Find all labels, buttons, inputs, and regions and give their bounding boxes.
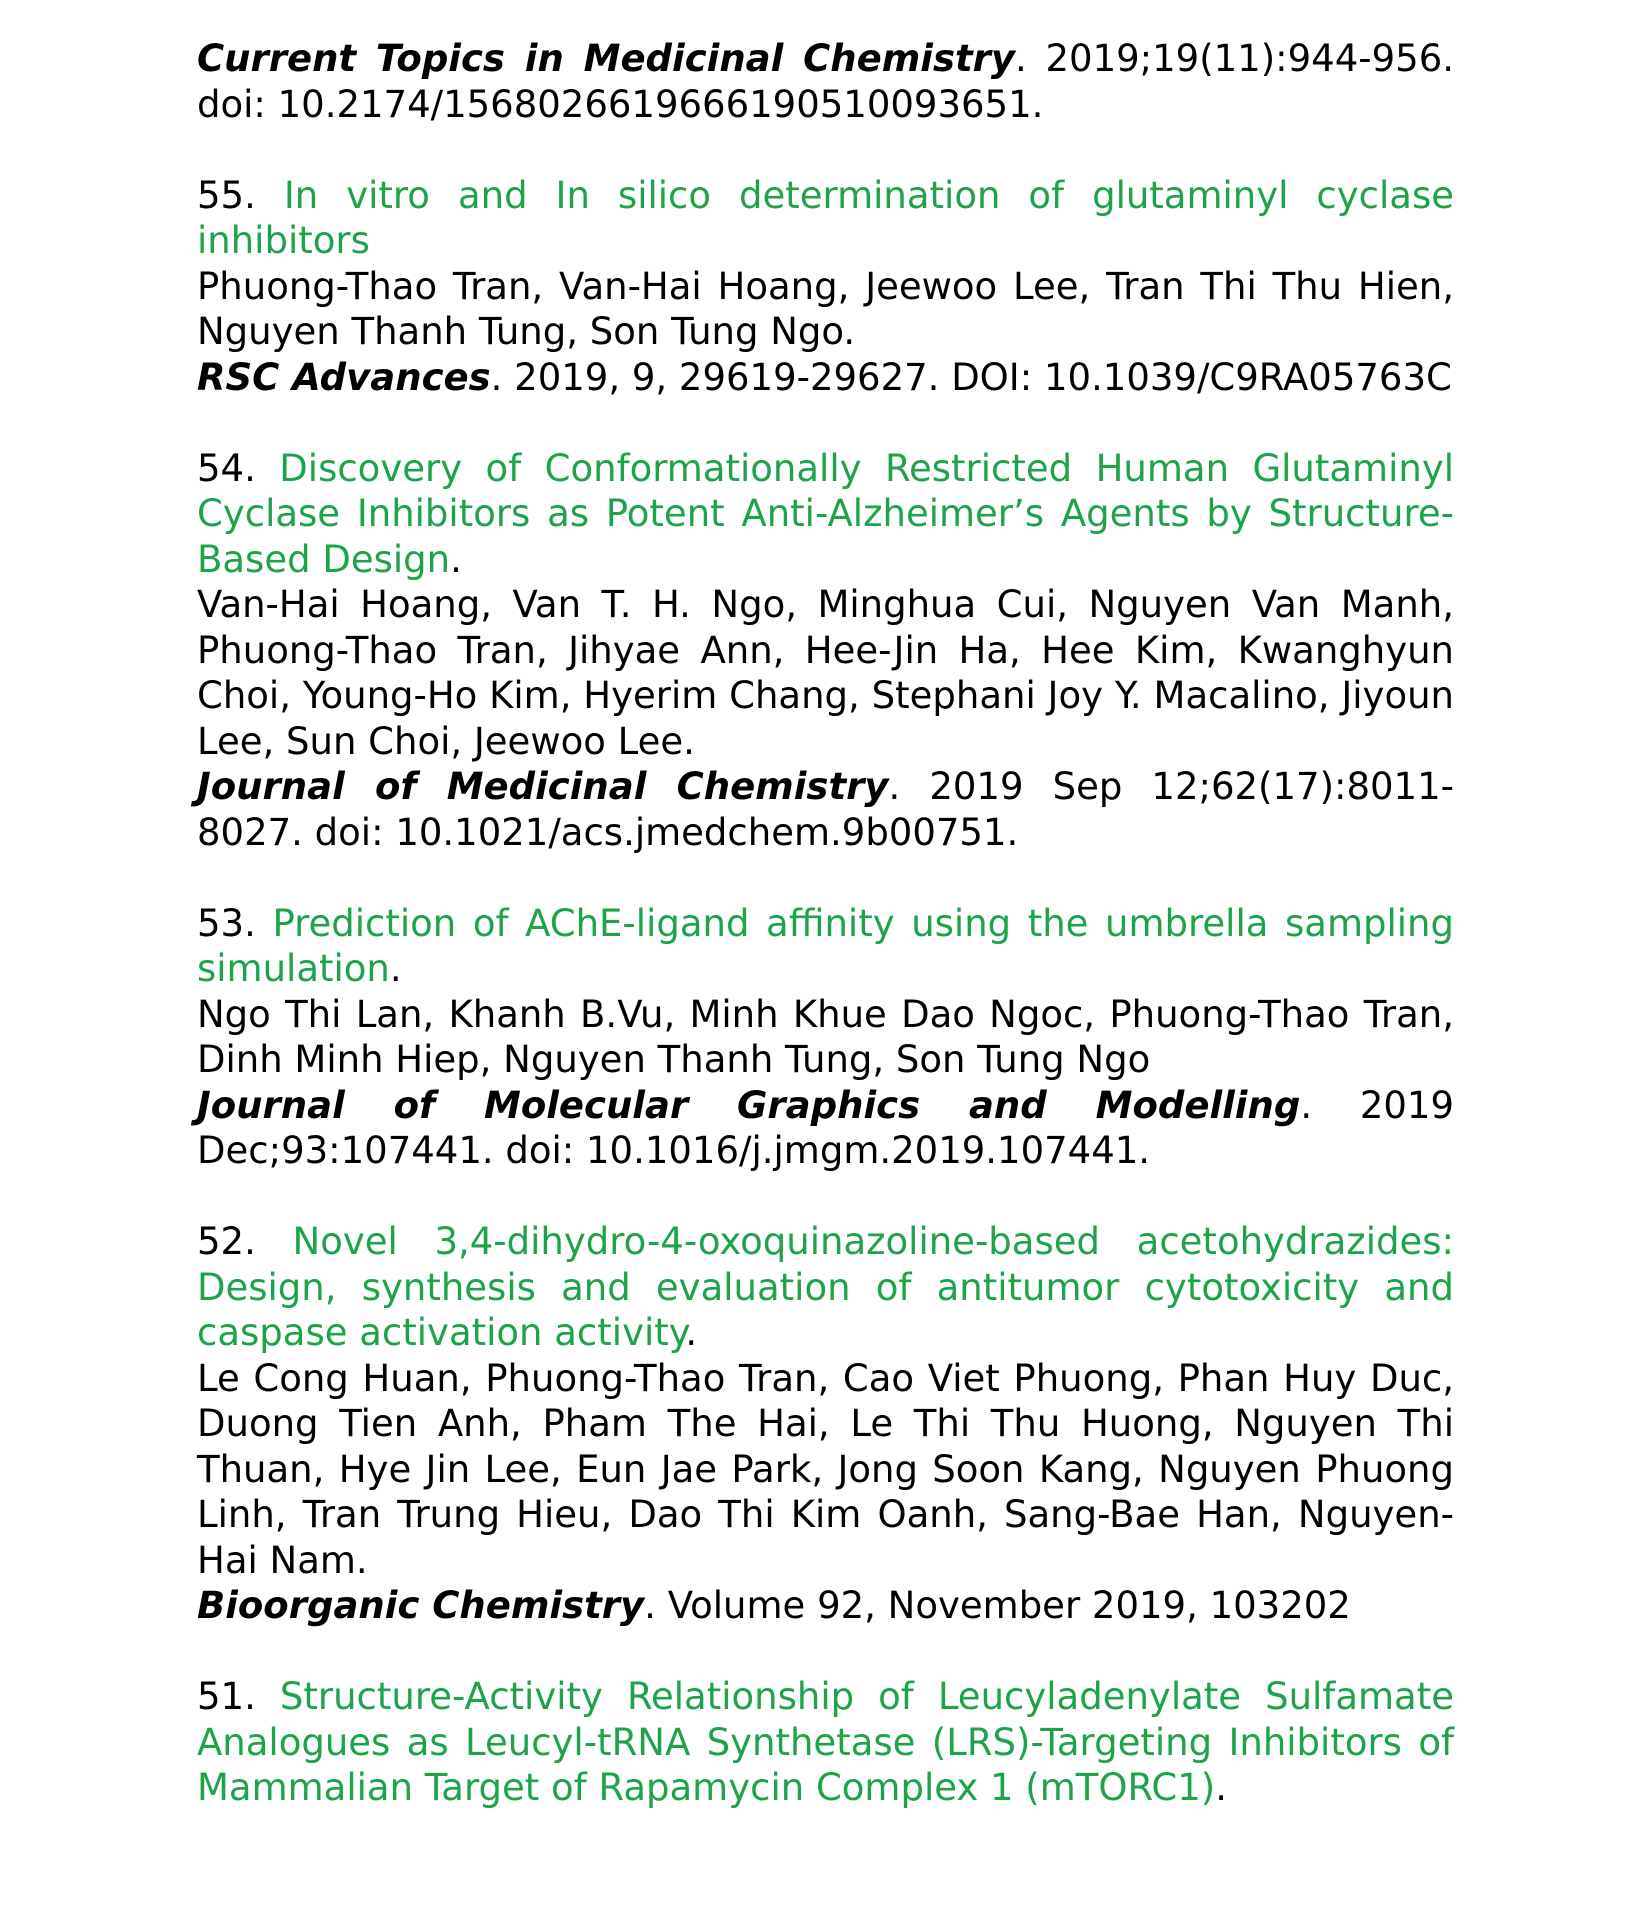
publication-title-line [197, 901, 1454, 992]
journal-name: Current Topics in Medicinal Chemistry [197, 37, 1016, 80]
spacer [197, 127, 1454, 173]
spacer [197, 855, 1454, 901]
publication-entry-51 [197, 1674, 1454, 1811]
publication-entry-54 [197, 446, 1454, 856]
citation-details: . 2019 Dec;93:107441. doi: 10.1016/j.jmgm.2019.107441. [197, 1083, 1454, 1172]
spacer [197, 400, 1454, 446]
spacer [197, 1174, 1454, 1220]
publication-authors: Van-Hai Hoang, Van T. H. Ngo, Minghua Cui, Nguyen Van Manh, Phuong-Thao Tran, Jihyae Ann, Hee-Jin Ha, Hee Kim, Kwanghyun Choi, Young-Ho Kim, Hyerim Chang, Stephani Joy Y. Macalino, Jiyoun Lee, Sun Choi, Jeewoo Lee. [197, 583, 1454, 763]
citation-details: . 2019;19(11):944-956. doi: 10.2174/1568026619666190510093651. [197, 37, 1454, 126]
journal-name: RSC Advances [197, 355, 491, 399]
publication-title-line [197, 1674, 1454, 1811]
title-end: . [685, 1311, 698, 1354]
entry-number: 55. [197, 173, 256, 217]
entry-number: 54. [197, 446, 256, 490]
entry-number: 51. [197, 1675, 256, 1718]
publication-title-link[interactable]: In vitro and In silico determination of glutaminyl cyclase inhibitors [197, 173, 1455, 262]
citation-details: . Volume 92, November 2019, 103202 [644, 1584, 1351, 1627]
publication-entry-55 [197, 173, 1454, 401]
publication-list [197, 36, 1454, 1811]
citation-continued [197, 36, 1454, 127]
publication-title-line [197, 173, 1454, 264]
publication-citation [197, 1583, 1454, 1629]
journal-name: Journal of Molecular Graphics and Modelling [197, 1083, 1301, 1127]
publication-title-link[interactable]: Structure-Activity Relationship of Leucyladenylate Sulfamate Analogues as Leucyl-tRNA Synthetase (LRS)-Targeting Inhibitors of Mammalian Target of Rapamycin Complex 1 (mTORC1) [197, 1675, 1454, 1809]
publication-authors: Ngo Thi Lan, Khanh B.Vu, Minh Khue Dao Ngoc, Phuong-Thao Tran, Dinh Minh Hiep, Nguyen Thanh Tung, Son Tung Ngo [197, 992, 1454, 1081]
publication-citation [197, 764, 1454, 855]
publication-entry-53 [197, 901, 1454, 1174]
spacer [197, 1629, 1454, 1675]
entry-number: 53. [197, 901, 256, 945]
title-end: . [450, 537, 462, 581]
publication-title-link[interactable]: Prediction of AChE-ligand affinity using the umbrella sampling simulation [197, 901, 1454, 990]
publication-authors: Le Cong Huan, Phuong-Thao Tran, Cao Viet Phuong, Phan Huy Duc, Duong Tien Anh, Pham The Hai, Le Thi Thu Huong, Nguyen Thi Thuan, Hye Jin Lee, Eun Jae Park, Jong Soon Kang, Nguyen Phuong Linh, Tran Trung Hieu, Dao Thi Kim Oanh, Sang-Bae Han, Nguyen-Hai Nam. [197, 1356, 1454, 1582]
publication-title-line [197, 1219, 1454, 1356]
publication-title-link[interactable]: Novel 3,4-dihydro-4-oxoquinazoline-based acetohydrazides: Design, synthesis and evaluation of antitumor cytotoxicity and caspase activation activity [197, 1220, 1454, 1354]
journal-name: Bioorganic Chemistry [197, 1584, 645, 1627]
citation-details: . 2019 Sep 12;62(17):8011-8027. doi: 10.1021/acs.jmedchem.9b00751. [197, 765, 1454, 854]
publication-citation [197, 355, 1454, 401]
journal-name: Journal of Medicinal Chemistry [197, 765, 889, 808]
entry-number: 52. [197, 1220, 256, 1263]
publication-title-line [197, 446, 1454, 583]
title-end: . [1215, 1766, 1227, 1809]
publication-title-link[interactable]: Discovery of Conformationally Restricted Human Glutaminyl Cyclase Inhibitors as Potent Anti-Alzheimer’s Agents by Structure-Based Design [197, 446, 1454, 581]
publication-citation [197, 1083, 1454, 1174]
publication-entry-52 [197, 1219, 1454, 1629]
citation-details: . 2019, 9, 29619-29627. DOI: 10.1039/C9RA05763C [490, 355, 1452, 399]
title-end: . [389, 947, 402, 990]
publication-authors: Phuong-Thao Tran, Van-Hai Hoang, Jeewoo Lee, Tran Thi Thu Hien, Nguyen Thanh Tung, Son Tung Ngo. [197, 264, 1454, 353]
